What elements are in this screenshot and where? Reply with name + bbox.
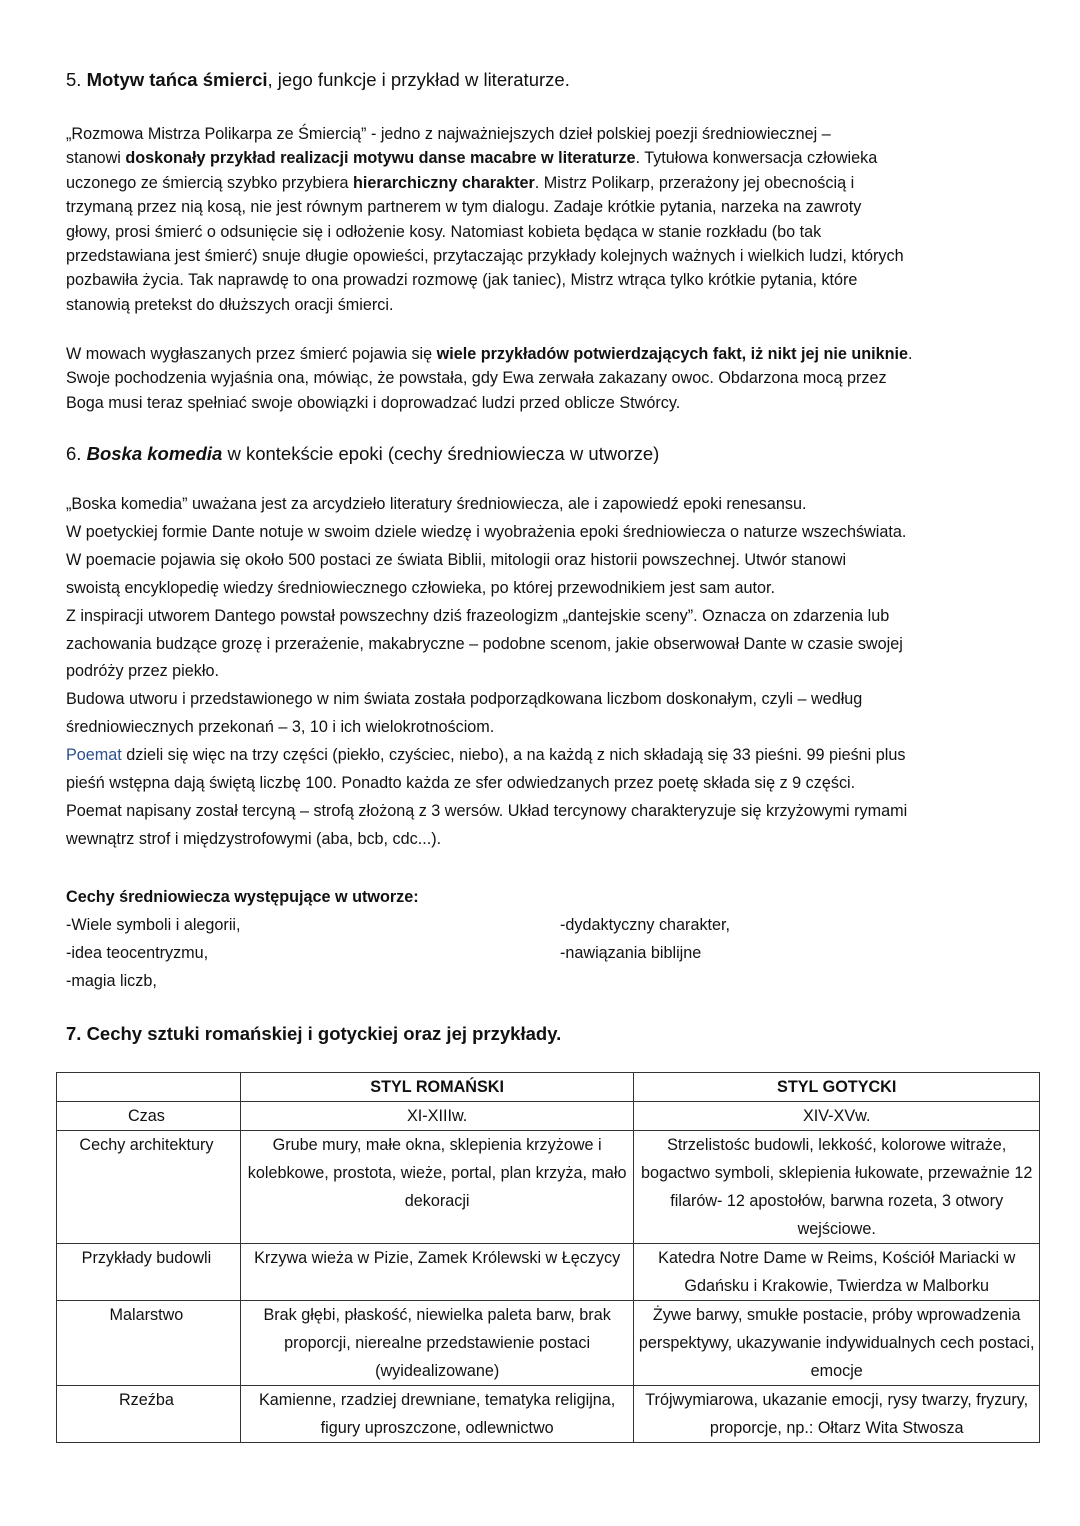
table-cell: Strzelistośc budowli, lekkość, kolorowe witraże, bogactwo symboli, sklepienia łukowate, przeważnie 12 filarów- 12 apostołów, barwna rozeta, 3 otwory wejściowe. <box>634 1131 1040 1244</box>
table-cell: Kamienne, rzadziej drewniane, tematyka religijna, figury uproszczone, odlewnictwo <box>240 1386 634 1443</box>
row-label-painting: Malarstwo <box>57 1301 241 1386</box>
section5-title-rest: , jego funkcje i przykład w literaturze. <box>267 69 570 90</box>
section5-paragraph-2 <box>66 342 1041 415</box>
section6-title-rest: w kontekście epoki (cechy średniowiecza w utworze) <box>222 443 660 464</box>
section6-number: 6. <box>66 443 82 464</box>
section6-title-bold: Boska komedia <box>86 443 223 464</box>
section6-body-text: „Boska komedia” uważana jest za arcydzieło literatury średniowiecza, ale i zapowiedź epoki renesansu. W poetyckiej formie Dante notuje w swoim dziele wiedzę i wyobrażenia epoki średniowiecza o naturze wszechświata. W poemacie pojawia się około 500 postaci ze świata Biblii, mitologii oraz historii powszechnej. Utwór stanowi swoistą encyklopedię wiedzy średniowiecznego człowieka, po której przewodnikiem jest sam autor. Z inspiracji utworem Dantego powstał powszechny dziś frazeologizm „dantejskie sceny”. Oznacza on zdarzenia lub zachowania budzące grozę i przerażenie, makabryczne – podobne scenom, jakie obserwował Dante w czasie swojej podróży przez piekło. Budowa utworu i przedstawionego w nim świata została podporządkowana liczbom doskonałym, czyli – według średniowiecznych przekonań – 3, 10 i ich wielokrotnościom. <box>66 495 907 737</box>
feature-item: -magia liczb, <box>66 972 157 990</box>
table-row <box>57 1301 1040 1386</box>
table-header-row <box>57 1073 1040 1102</box>
section7-heading: 7. Cechy sztuki romańskiej i gotyckiej oraz jej przykłady. <box>66 1023 562 1044</box>
table-cell: Brak głębi, płaskość, niewielka paleta barw, brak proporcji, nierealne przedstawienie postaci (wyidealizowane) <box>240 1301 634 1386</box>
features-title: Cechy średniowiecza występujące w utworze: <box>66 888 419 906</box>
table-row <box>57 1102 1040 1131</box>
table-cell: Krzywa wieża w Pizie, Zamek Królewski w Łęczycy <box>240 1244 634 1301</box>
table-row <box>57 1386 1040 1443</box>
feature-item: -dydaktyczny charakter, <box>560 916 731 934</box>
p2-text-a: W mowach wygłaszanych przez śmierć pojawia się <box>66 345 437 363</box>
section5-heading <box>66 68 570 92</box>
section6-body <box>66 491 1041 854</box>
table-cell: Żywe barwy, smukłe postacie, próby wprowadzenia perspektywy, ukazywanie indywidualnych cech postaci, emocje <box>634 1301 1040 1386</box>
p2-text-c: . Swoje pochodzenia wyjaśnia ona, mówiąc, że powstała, gdy Ewa zerwała zakazany owoc. Obdarzona mocą przez Boga musi teraz spełniać swoje obowiązki i doprowadzać ludzi przed oblicze Stwórcy. <box>66 345 913 412</box>
table-cell: Katedra Notre Dame w Reims, Kościół Mariacki w Gdańsku i Krakowie, Twierdza w Malborku <box>634 1244 1040 1301</box>
row-label-architecture: Cechy architektury <box>57 1131 241 1244</box>
section6-heading <box>66 442 659 466</box>
table-header-gothic: STYL GOTYCKI <box>634 1073 1040 1102</box>
feature-item: -nawiązania biblijne <box>560 944 702 962</box>
table-row <box>57 1131 1040 1244</box>
table-row <box>57 1244 1040 1301</box>
comparison-table <box>56 1072 1040 1443</box>
feature-item: -Wiele symboli i alegorii, <box>66 916 241 934</box>
feature-item: -idea teocentryzmu, <box>66 944 209 962</box>
table-cell: Grube mury, małe okna, sklepienia krzyżowe i kolebkowe, prostota, wieże, portal, plan krzyża, mało dekoracji <box>240 1131 634 1244</box>
features-left-list <box>66 911 241 995</box>
table-cell: XIV-XVw. <box>634 1102 1040 1131</box>
table-header-romanesque: STYL ROMAŃSKI <box>240 1073 634 1102</box>
section5-paragraph-1 <box>66 122 1041 317</box>
section5-number: 5. <box>66 69 82 90</box>
p1-text-e: . Mistrz Polikarp, przerażony jej obecnością i trzymaną przez nią kosą, nie jest równym partnerem w tym dialogu. Zadaje krótkie pytania, narzeka na zawroty głowy, prosi śmierć o odsunięcie się i odłożenie kosy. Natomiast kobieta będąca w stanie rozkładu (bo tak przedstawiana jest śmierć) snuje długie opowieści, przytaczając przykłady kolejnych ważnych i wielkich ludzi, których pozbawiła życia. Tak naprawdę to ona prowadzi rozmowę (jak taniec), Mistrz wtrąca tylko krótkie pytania, które stanowią pretekst do dłuższych oracji śmierci. <box>66 173 904 314</box>
table-cell: Trójwymiarowa, ukazanie emocji, rysy twarzy, fryzury, proporcje, np.: Ołtarz Wita Stwosza <box>634 1386 1040 1443</box>
p2-bold-b: wiele przykładów potwierdzających fakt, iż nikt jej nie uniknie <box>436 345 909 363</box>
table-cell: XI-XIIIw. <box>240 1102 634 1131</box>
section5-title-bold: Motyw tańca śmierci <box>86 69 268 90</box>
p1-text-c: . Tytułowa konwersacja człowieka uczonego ze śmiercią szybko przybiera <box>66 149 878 192</box>
section6-body-after: dzieli się więc na trzy części (piekło, czyściec, niebo), a na każdą z nich składają się 33 pieśni. 99 pieśni plus pieśń wstępna dają świętą liczbę 100. Ponadto każda ze sfer odwiedzanych przez poetę składa się z 9 części. Poemat napisany został tercyną – strofą złożoną z 3 wersów. Układ tercynowy charakteryzuje się krzyżowymi rymami wewnątrz strof i międzystrofowymi (aba, bcb, cdc...). <box>66 746 908 848</box>
p1-bold-d: hierarchiczny charakter <box>353 173 535 192</box>
table-header-empty <box>57 1073 241 1102</box>
row-label-sculpture: Rzeźba <box>57 1386 241 1443</box>
features-right-list <box>560 911 730 967</box>
p1-bold-b: doskonały przykład realizacji motywu danse macabre w literaturze <box>125 149 636 168</box>
p1-text-a: „Rozmowa Mistrza Polikarpa ze Śmiercią” - jedno z najważniejszych dzieł polskiej poezji średniowiecznej – stanowi <box>66 125 831 168</box>
row-label-time: Czas <box>57 1102 241 1131</box>
row-label-buildings: Przykłady budowli <box>57 1244 241 1301</box>
poemat-link[interactable]: Poemat <box>66 746 122 765</box>
